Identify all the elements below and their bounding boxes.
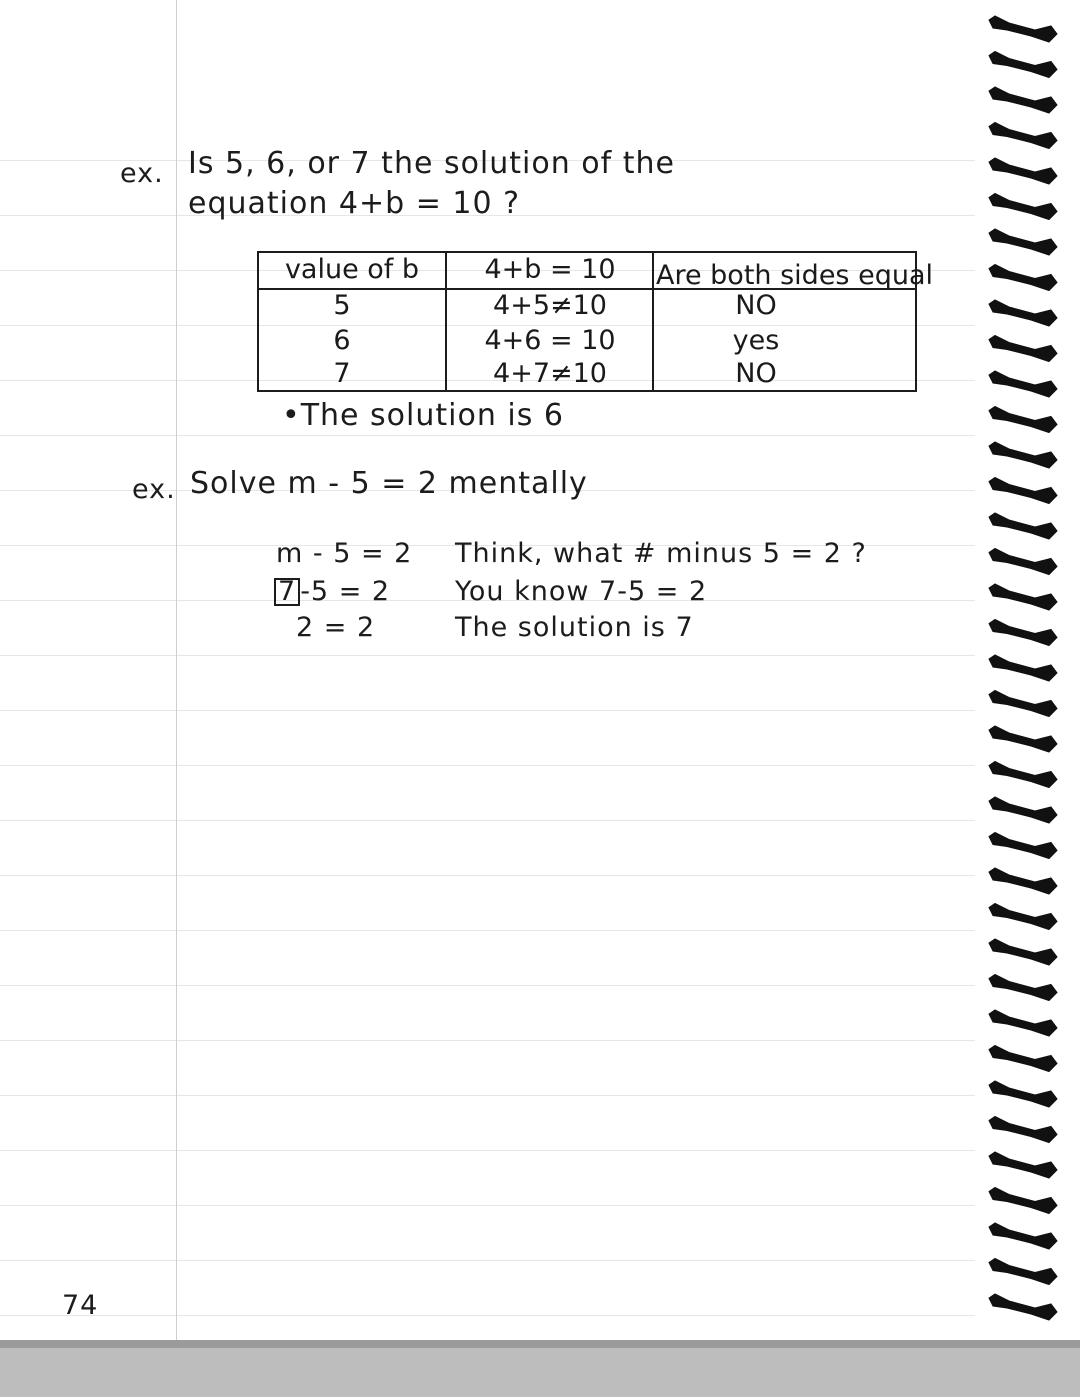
spiral-coil [989, 797, 1057, 823]
ruled-line [0, 1150, 975, 1151]
spiral-coil [989, 371, 1057, 397]
spiral-coil [989, 620, 1057, 646]
example1-question-line2: equation 4+b = 10 ? [188, 186, 521, 221]
example1-question-line1: Is 5, 6, or 7 the solution of the [188, 146, 675, 181]
spiral-coil [989, 904, 1057, 930]
ruled-line [0, 1040, 975, 1041]
spiral-coil [989, 513, 1057, 539]
table-cell: 4+6 = 10 [484, 325, 616, 356]
spiral-coil [989, 87, 1057, 113]
boxed-answer: 7 [274, 578, 300, 606]
example2-step-1: m - 5 = 2 [276, 538, 413, 569]
spiral-coil [989, 833, 1057, 859]
example2-reason-1: Think, what # minus 5 = 2 ? [455, 538, 867, 569]
spiral-coil [989, 52, 1057, 78]
spiral-coil [989, 1188, 1057, 1214]
spiral-coil [989, 1294, 1057, 1320]
spiral-coil [989, 691, 1057, 717]
spiral-coil [989, 229, 1057, 255]
spiral-coil [989, 975, 1057, 1001]
spiral-coil [989, 1046, 1057, 1072]
margin-line [176, 0, 177, 1340]
ruled-line [0, 985, 975, 986]
spiral-coil [989, 584, 1057, 610]
ruled-line [0, 1315, 975, 1316]
spiral-coil [989, 194, 1057, 220]
table-header-equation: 4+b = 10 [484, 254, 616, 285]
spiral-coil [989, 726, 1057, 752]
table-cell: NO [735, 290, 777, 321]
spiral-coil [989, 407, 1057, 433]
spiral-coil [989, 655, 1057, 681]
ruled-line [0, 1260, 975, 1261]
ruled-line [0, 875, 975, 876]
spiral-coil [989, 1259, 1057, 1285]
spiral-coil [989, 265, 1057, 291]
ruled-line [0, 930, 975, 931]
spiral-coil [989, 16, 1057, 42]
page-number: 74 [62, 1290, 99, 1321]
spiral-coil [989, 300, 1057, 326]
table-cell: yes [732, 325, 780, 356]
ruled-line [0, 710, 975, 711]
spiral-coil [989, 478, 1057, 504]
ruled-line [0, 1095, 975, 1096]
example1-prefix: ex. [120, 158, 164, 189]
spiral-coil [989, 868, 1057, 894]
example2-step-2 [274, 576, 390, 607]
spiral-coil [989, 939, 1057, 965]
spiral-binding [985, 0, 1065, 1345]
spiral-coil [989, 123, 1057, 149]
table-divider [652, 251, 654, 392]
spiral-coil [989, 1152, 1057, 1178]
example2-step-3: 2 = 2 [296, 612, 376, 643]
ruled-line [0, 435, 975, 436]
scan-bottom-edge [0, 1340, 1080, 1397]
table-cell: 6 [333, 325, 351, 356]
spiral-coil [989, 158, 1057, 184]
spiral-coil [989, 1117, 1057, 1143]
spiral-coil [989, 336, 1057, 362]
ruled-line [0, 1205, 975, 1206]
spiral-coil [989, 762, 1057, 788]
example2-prefix: ex. [132, 474, 176, 505]
spiral-coil [989, 1223, 1057, 1249]
example2-reason-2: You know 7-5 = 2 [455, 576, 708, 607]
ruled-line [0, 655, 975, 656]
example2-title: Solve m - 5 = 2 mentally [190, 466, 588, 501]
spiral-coil [989, 1081, 1057, 1107]
spiral-coil [989, 442, 1057, 468]
table-divider [445, 251, 447, 392]
example2-reason-3: The solution is 7 [455, 612, 694, 643]
table-cell: 7 [333, 358, 351, 389]
table-cell: 4+5≠10 [493, 290, 607, 321]
table-cell: 5 [333, 290, 351, 321]
ruled-line [0, 820, 975, 821]
table-header-equal: Are both sides equal [656, 260, 933, 291]
ruled-line [0, 765, 975, 766]
table-cell: 4+7≠10 [493, 358, 607, 389]
table-cell: NO [735, 358, 777, 389]
spiral-coil [989, 549, 1057, 575]
example1-conclusion: •The solution is 6 [282, 398, 564, 433]
example2-step-2-rest: -5 = 2 [300, 576, 391, 607]
scan-bottom-shadow [0, 1340, 1080, 1348]
table-header-value: value of b [284, 254, 420, 285]
spiral-coil [989, 1010, 1057, 1036]
